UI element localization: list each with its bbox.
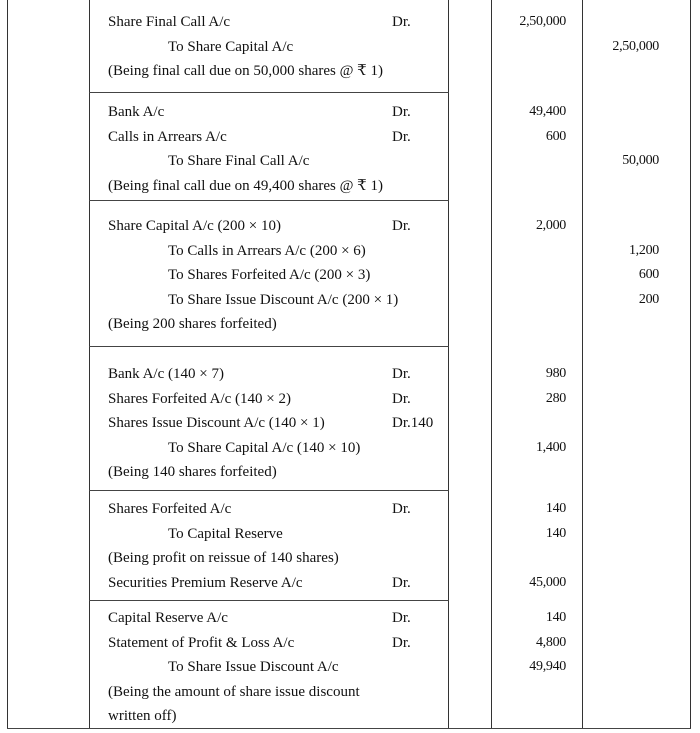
- credit-account-text: To Shares Forfeited A/c (200 × 3): [168, 267, 371, 283]
- col-border-lf: [491, 0, 492, 728]
- dr-marker: Dr.: [392, 390, 411, 407]
- col-border-left: [7, 0, 8, 728]
- dr-marker: Dr.: [392, 14, 411, 30]
- credit-amount: 600: [638, 267, 659, 282]
- dr-marker: Dr.: [392, 366, 411, 382]
- credit-account-text: To Share Final Call A/c: [168, 153, 310, 169]
- narration-text: (Being final call due on 49,400 shares @ ₹ 1): [108, 177, 383, 194]
- debit-amount: 4,800: [535, 634, 566, 650]
- credit-amount: 200: [638, 291, 659, 307]
- dr-marker: Dr.140: [392, 415, 434, 431]
- narration-text: (Being the amount of share issue discount: [108, 683, 360, 700]
- credit-account-text: To Share Issue Discount A/c: [168, 659, 339, 675]
- debit-account-text: Shares Issue Discount A/c (140 × 1): [108, 415, 325, 431]
- col-border-particulars: [448, 0, 449, 728]
- narration-text: (Being 140 shares forfeited): [108, 464, 277, 480]
- entry-divider: [89, 92, 449, 93]
- dr-marker: Dr.: [392, 634, 411, 651]
- credit-amount: 50,000: [622, 153, 659, 168]
- debit-account-text: Shares Forfeited A/c (140 × 2): [108, 390, 292, 407]
- narration-text: (Being profit on reissue of 140 shares): [108, 550, 339, 566]
- dr-marker: Dr.: [392, 501, 411, 517]
- debit-account-text: Share Capital A/c (200 × 10): [108, 218, 282, 234]
- debit-amount: 140: [545, 501, 566, 516]
- narration-text: (Being final call due on 50,000 shares @ ₹ 1): [108, 63, 383, 79]
- debit-amount: 49,940: [529, 659, 566, 674]
- entry-divider: [89, 600, 449, 601]
- dr-marker: Dr.: [392, 574, 411, 591]
- dr-marker: Dr.: [392, 128, 411, 145]
- dr-marker: Dr.: [392, 610, 411, 626]
- debit-amount: 2,000: [535, 218, 566, 233]
- col-border-debit: [582, 0, 583, 728]
- narration-text: (Being 200 shares forfeited): [108, 316, 277, 332]
- debit-amount: 2,50,000: [519, 14, 566, 29]
- debit-account-text: Calls in Arrears A/c: [108, 128, 227, 145]
- credit-account-text: To Capital Reserve: [168, 525, 283, 542]
- dr-marker: Dr.: [392, 104, 411, 120]
- credit-account-text: To Share Capital A/c: [168, 38, 294, 55]
- debit-account-text: Bank A/c: [108, 104, 165, 120]
- table-bottom-border: [7, 728, 691, 729]
- credit-account-text: To Share Capital A/c (140 × 10): [168, 439, 361, 456]
- col-border-date: [89, 0, 90, 728]
- debit-amount: 140: [545, 610, 566, 625]
- entry-divider: [89, 490, 449, 491]
- entry-divider: [89, 200, 449, 201]
- narration-text: written off): [108, 708, 177, 724]
- debit-amount: 45,000: [529, 574, 566, 590]
- credit-account-text: To Share Issue Discount A/c (200 × 1): [168, 291, 399, 308]
- credit-amount: 2,50,000: [612, 38, 659, 54]
- debit-amount: 49,400: [529, 104, 566, 119]
- debit-account-text: Shares Forfeited A/c: [108, 501, 232, 517]
- debit-account-text: Bank A/c (140 × 7): [108, 366, 224, 382]
- debit-account-text: Share Final Call A/c: [108, 14, 231, 30]
- debit-amount: 980: [545, 366, 566, 381]
- col-border-right: [690, 0, 691, 728]
- credit-amount: 1,200: [628, 242, 659, 258]
- debit-amount: 280: [545, 390, 566, 406]
- credit-account-text: To Calls in Arrears A/c (200 × 6): [168, 242, 366, 259]
- debit-account-text: Statement of Profit & Loss A/c: [108, 634, 295, 651]
- debit-account-text: Securities Premium Reserve A/c: [108, 574, 303, 591]
- debit-amount: 600: [545, 128, 566, 144]
- debit-account-text: Capital Reserve A/c: [108, 610, 228, 626]
- entry-divider: [89, 346, 449, 347]
- dr-marker: Dr.: [392, 218, 411, 234]
- debit-amount: 140: [545, 525, 566, 541]
- debit-amount: 1,400: [535, 439, 566, 455]
